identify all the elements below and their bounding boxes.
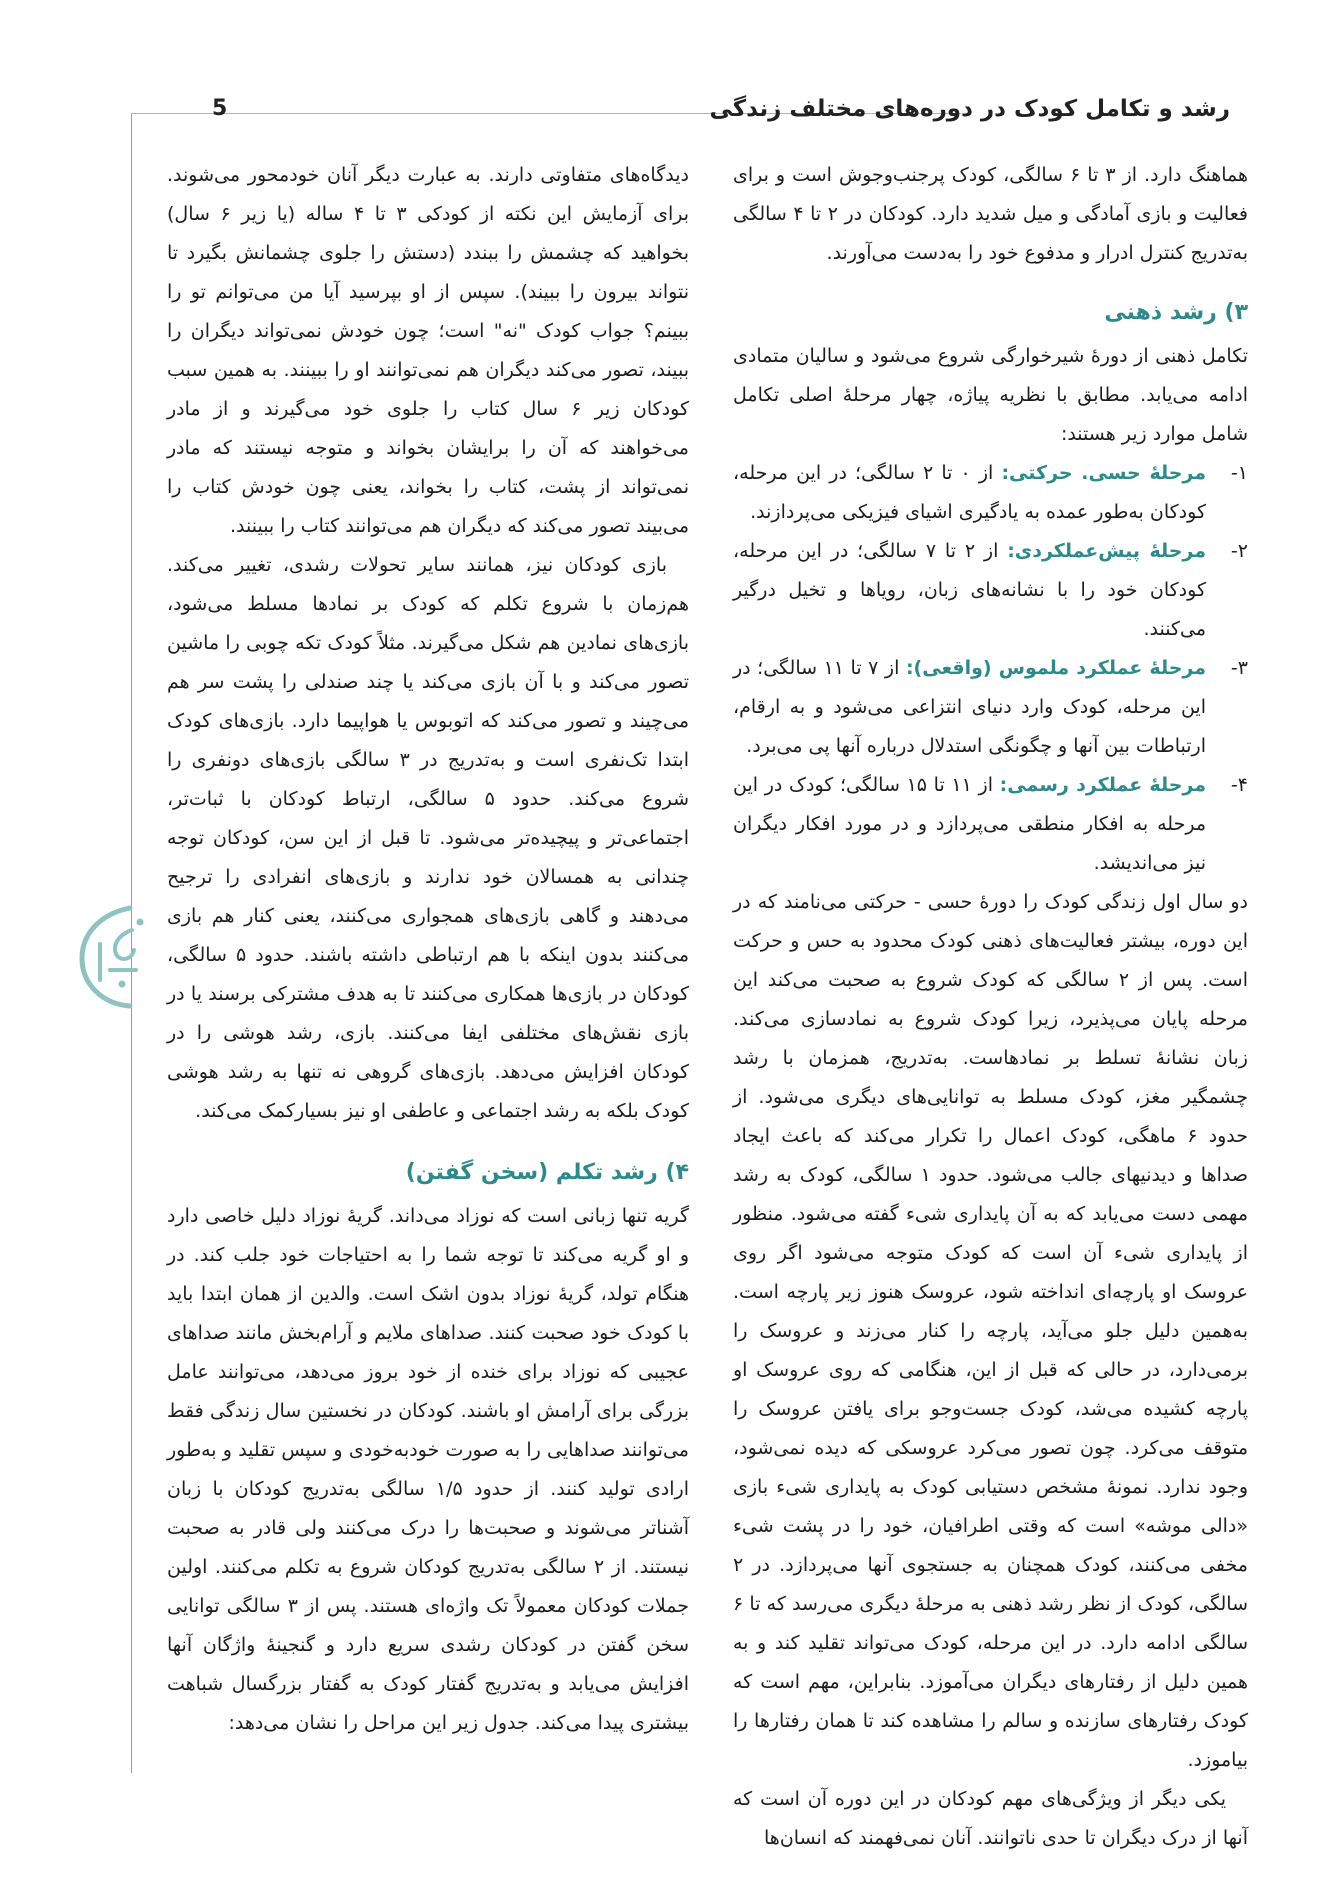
list-number: ۲-: [1230, 540, 1248, 562]
stage-text: از ۰ تا ۲ سالگی؛ در این مرحله، کودکان به‌طور عمده به یادگیری اشیای فیزیکی می‌پردازند.: [733, 462, 1206, 523]
section-heading-mental-growth: ۳) رشد ذهنی: [1104, 300, 1248, 325]
list-item-stage-2: [733, 532, 1248, 649]
list-number: ۱-: [1230, 462, 1248, 484]
right-column: [733, 156, 1248, 1858]
list-item-stage-3: [733, 649, 1248, 766]
stage-name: مرحلهٔ پیش‌عملکردی:: [1007, 540, 1206, 562]
paragraph: دو سال اول زندگی کودک را دورهٔ حسی - حرکتی می‌نامند که در این دوره، بیشتر فعالیت‌های ذهنی کودک محدود به حس و حرکت است. پس از ۲ سالگی که کودک شروع به صحبت می‌کند این مرحله پایان می‌پذیرد، زیرا کودک شروع به نمادسازی می‌کند. زبان نشانهٔ تسلط بر نمادهاست. به‌تدریج، همزمان با رشد چشمگیر مغز، کودک مسلط به توانایی‌های دیگری می‌شود. از حدود ۶ ماهگی، کودک اعمال را تکرار می‌کند که باعث ایجاد صداها و دیدنیهای جالب می‌شود. حدود ۱ سالگی، کودک به رشد مهمی دست می‌یابد که به آن پایداری شیء گفته می‌شود. منظور از پایداری شیء آن است که کودک متوجه می‌شود اگر روی عروسک او پارچه‌ای انداخته شود، عروسک هنوز زیر پارچه است. به‌همین دلیل جلو می‌آید، پارچه را کنار می‌زند و عروسک را برمی‌دارد، در حالی که قبل از این، هنگامی که روی عروسک او پارچه کشیده می‌شد، کودک جست‌وجو برای یافتن عروسک را متوقف می‌کرد. چون تصور می‌کرد عروسکی که دیده نمی‌شود، وجود ندارد. نمونهٔ مشخص دستیابی کودک به پایداری شیء بازی «دالی موشه» است که وقتی اطرافیان، خود را در پشت شیء مخفی می‌کنند، کودک همچنان به جستجوی آنها می‌پردازد. در ۲ سالگی، کودک از نظر رشد ذهنی به مرحلهٔ دیگری می‌رسد که تا ۶ سالگی ادامه دارد. در این مرحله، کودک می‌تواند تقلید کند و به همین دلیل از رفتارهای دیگران می‌آموزد. بنابراین، مهم است که کودک رفتارهای سازنده و سالم را مشاهده کند تا همان رفتارها را بیاموزد.: [733, 891, 1248, 1771]
left-column: [167, 156, 689, 1743]
section-heading-speech-growth: ۴) رشد تکلم (سخن گفتن): [405, 1160, 689, 1185]
intro-paragraph: هماهنگ دارد. از ۳ تا ۶ سالگی، کودک پرجنب‌وجوش است و برای فعالیت و بازی آمادگی و میل شدید دارد. کودکان در ۲ تا ۴ سالگی به‌تدریج کنترل ادرار و مدفوع خود را به‌دست می‌آورند.: [733, 164, 1249, 264]
paragraph: دیدگاه‌های متفاوتی دارند. به عبارت دیگر آنان خودمحور می‌شوند. برای آزمایش این نکته از کودکی ۳ تا ۴ ساله (یا زیر ۶ سال) بخواهید که چشمش را ببندد (دستش را جلوی چشمانش بگیرد تا نتواند بیرون را ببیند). سپس از او بپرسید آیا من می‌توانم تو را ببینم؟ جواب کودک "نه" است؛ چون خودش نمی‌تواند دیگران را ببیند، تصور می‌کند دیگران هم نمی‌توانند او را ببینند. به همین سبب کودکان زیر ۶ سال کتاب را جلوی خود می‌گیرند و از مادر می‌خواهند که آن را برایشان بخواند و متوجه نیستند که مادر نمی‌تواند از پشت، کتاب را بخواند، یعنی چون خودش کتاب را می‌بیند تصور می‌کند که دیگران هم می‌توانند کتاب را ببینند.: [167, 164, 690, 537]
stage-text: از ۱۱ تا ۱۵ سالگی؛ کودک در این مرحله به افکار منطقی می‌پردازد و در مورد افکار دیگران نیز می‌اندیشد.: [733, 774, 1206, 874]
list-number: ۳-: [1230, 657, 1248, 679]
list-item-stage-1: [733, 454, 1248, 532]
running-title: رشد و تکامل کودک در دوره‌های مختلف زندگی: [709, 96, 1230, 122]
paragraph: یکی دیگر از ویژگی‌های مهم کودکان در این دوره آن است که آنها از درک دیگران تا حدی ناتوانند. آنان نمی‌فهمند که انسان‌ها: [733, 1788, 1248, 1849]
stage-text: از ۷ تا ۱۱ سالگی؛ در این مرحله، کودک وارد دنیای انتزاعی می‌شود و به ارقام، ارتباطات بین آنها و چگونگی استدلال درباره آنها پی می‌برد.: [733, 657, 1206, 757]
paragraph: گریه تنها زبانی است که نوزاد می‌داند. گریهٔ نوزاد دلیل خاصی دارد و او گریه می‌کند تا توجه شما را به احتیاجات خود جلب کند. در هنگام تولد، گریهٔ نوزاد بدون اشک است. والدین از همان ابتدا باید با کودک خود صحبت کنند. صداهای ملایم و آرام‌بخش مانند صداهای عجیبی که نوزاد برای خنده از خود بروز می‌دهد، می‌توانند عامل بزرگی برای آرامش او باشند. کودکان در نخستین سال زندگی فقط می‌توانند صداهایی را به صورت خودبه‌خودی و سپس تقلید و به‌طور ارادی تولید کنند. از حدود ۱/۵ سالگی به‌تدریج کودکان با زبان آشناتر می‌شوند و صحبت‌ها را درک می‌کنند ولی قادر به صحبت نیستند. از ۲ سالگی به‌تدریج کودکان شروع به تکلم می‌کنند. اولین جملات کودکان معمولاً تک واژه‌ای هستند. پس از ۳ سالگی توانایی سخن گفتن در کودکان رشدی سریع دارد و گنجینهٔ واژگان آنها افزایش می‌یابد و به‌تدریج گفتار کودک به گفتار بزرگسال شباهت بیشتری پیدا می‌کند. جدول زیر این مراحل را نشان می‌دهد:: [167, 1205, 689, 1734]
paragraph: تکامل ذهنی از دورهٔ شیرخوارگی شروع می‌شود و سالیان متمادی ادامه می‌یابد. مطابق با نظریه پیاژه، چهار مرحلهٔ اصلی تکامل شامل موارد زیر هستند:: [733, 345, 1248, 445]
stage-name: مرحلهٔ عملکرد رسمی:: [999, 774, 1206, 796]
paragraph: بازی کودکان نیز، همانند سایر تحولات رشدی، تغییر می‌کند. هم‌زمان با شروع تکلم که کودک بر نمادها مسلط می‌شود، بازی‌های نمادین هم شکل می‌گیرند. مثلاً کودک تکه چوبی را ماشین تصور می‌کند و با آن بازی می‌کند یا چند صندلی را پشت سر هم می‌چیند و تصور می‌کند که اتوبوس یا هواپیما دارد. بازی‌های کودک ابتدا تک‌نفری است و به‌تدریج در ۳ سالگی بازی‌های دونفری را شروع می‌کند. حدود ۵ سالگی، ارتباط کودکان با ثبات‌تر، اجتماعی‌تر و پیچیده‌تر می‌شود. تا قبل از این سن، کودکان توجه چندانی به همسالان خود ندارند و بازی‌های انفرادی را ترجیح می‌دهند و گاهی بازی‌های همجواری می‌کنند، یعنی کنار هم بازی می‌کنند بدون اینکه با هم ارتباطی داشته باشند. حدود ۵ سالگی، کودکان در بازی‌ها همکاری می‌کنند تا به هدف مشترکی برسند یا در بازی نقش‌های مختلفی ایفا می‌کنند. بازی، رشد هوشی را در کودکان افزایش می‌دهد. بازی‌های گروهی نه تنها به رشد هوشی کودک بلکه به رشد اجتماعی و عاطفی او نیز بسیارکمک می‌کند.: [167, 554, 690, 1122]
stage-name: مرحلهٔ حسی. حرکتی:: [1001, 462, 1206, 484]
stage-text: از ۲ تا ۷ سالگی؛ در این مرحله، کودکان خود را با نشانه‌های زبان، رویاها و تخیل درگیر می‌کنند.: [733, 540, 1206, 640]
list-number: ۴-: [1230, 774, 1248, 796]
publisher-logo-icon: [70, 900, 162, 1012]
page-number: 5: [212, 96, 228, 121]
list-item-stage-4: [733, 766, 1248, 883]
running-header: [200, 96, 1230, 130]
stage-name: مرحلهٔ عملکرد ملموس (واقعی):: [905, 657, 1206, 679]
